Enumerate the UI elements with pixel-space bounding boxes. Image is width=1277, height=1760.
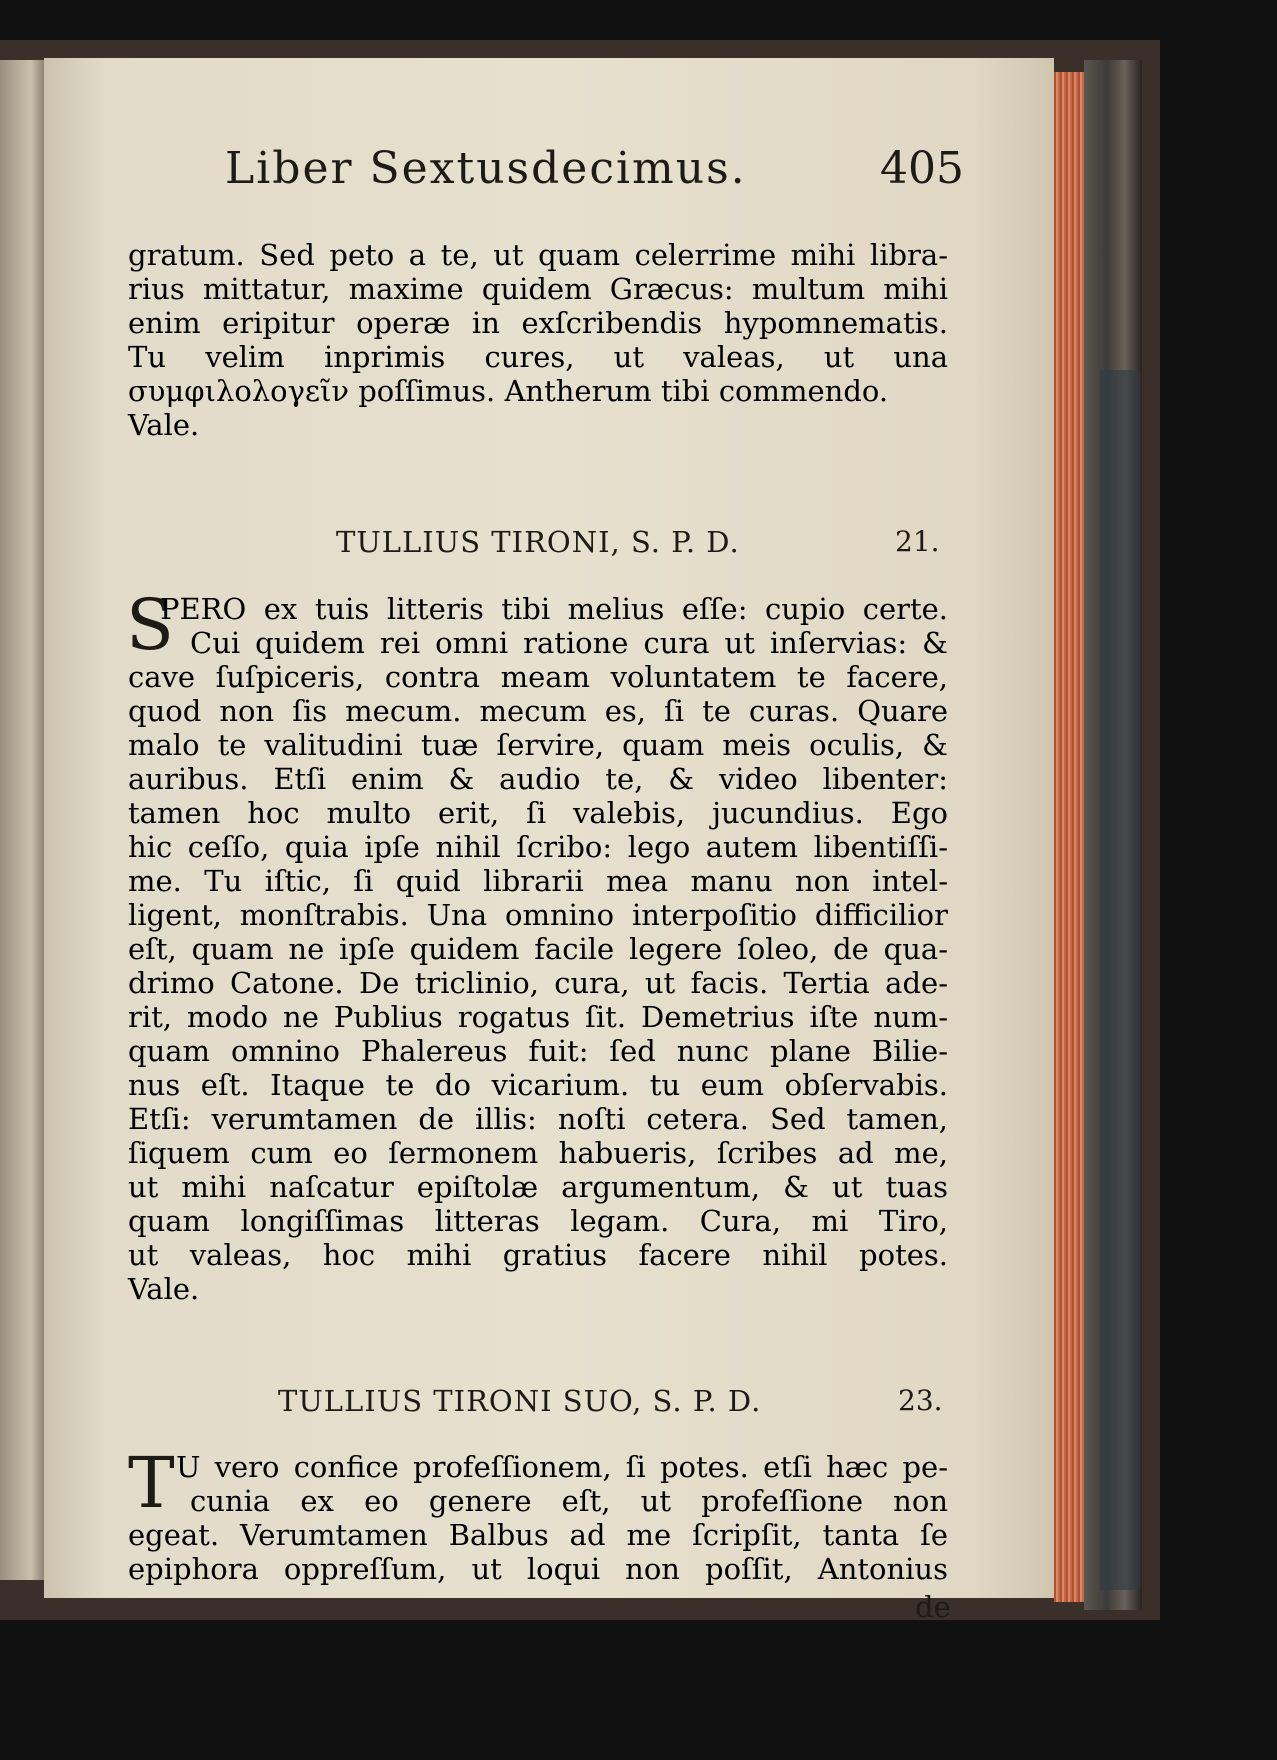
- drop-cap: S: [126, 584, 174, 666]
- page-number: 405: [880, 143, 964, 194]
- text-line: Vale.: [128, 1272, 200, 1306]
- text-line: quod non ſis mecum. mecum es, ſi te curas. Quare: [128, 694, 948, 728]
- text-line: ut mihi naſcatur epiſtolæ argumentum, & ut tuas: [128, 1170, 948, 1204]
- letter-heading: TULLIUS TIRONI, S. P. D.: [336, 525, 740, 559]
- text-line: Tu velim inprimis cures, ut valeas, ut una: [128, 340, 948, 374]
- drop-cap: T: [128, 1442, 175, 1524]
- letter-number: 21.: [895, 525, 940, 558]
- text-line: egeat. Verumtamen Balbus ad me ſcripſit, tanta ſe: [128, 1518, 948, 1552]
- text-line: quam omnino Phalereus fuit: ſed nunc plane Bilie-: [128, 1034, 948, 1068]
- text-line: tamen hoc multo erit, ſi valebis, jucundius. Ego: [128, 796, 948, 830]
- cover-band: [1100, 370, 1140, 1590]
- text-line: rit, modo ne Publius rogatus ſit. Demetrius iſte num-: [128, 1000, 948, 1034]
- running-head: Liber Sextusdecimus.: [225, 143, 747, 194]
- text-line: nus eſt. Itaque te do vicarium. tu eum obſervabis.: [128, 1068, 948, 1102]
- text-line: eſt, quam ne ipſe quidem facile legere ſoleo, de qua-: [128, 932, 948, 966]
- text-line: auribus. Etſi enim & audio te, & video libenter:: [128, 762, 948, 796]
- text-line: ut valeas, hoc mihi gratius facere nihil potes.: [128, 1238, 948, 1272]
- text-line: Cui quidem rei omni ratione cura ut inſervias: &: [190, 626, 948, 660]
- text-line: malo te valitudini tuæ ſervire, quam meis oculis, &: [128, 728, 948, 762]
- text-line: me. Tu iſtic, ſi quid librarii mea manu non intel-: [128, 864, 948, 898]
- red-page-edges: [1054, 72, 1084, 1602]
- text-line: epiphora oppreſſum, ut loqui non poſſit, Antonius: [128, 1552, 948, 1586]
- text-line: rius mittatur, maxime quidem Græcus: multum mihi: [128, 272, 948, 306]
- text-line: enim eripitur operæ in exſcribendis hypomnematis.: [128, 306, 948, 340]
- catchword: de: [915, 1590, 951, 1624]
- text-line: hic ceſſo, quia ipſe nihil ſcribo: lego autem libentiſſi-: [128, 830, 948, 864]
- text-line: Etſi: verumtamen de illis: noſti cetera. Sed tamen,: [128, 1102, 948, 1136]
- text-line: quam longiſſimas litteras legam. Cura, mi Tiro,: [128, 1204, 948, 1238]
- letter-number: 23.: [898, 1384, 943, 1417]
- text-line: συμφιλολογεῖν poſſimus. Antherum tibi commendo.: [128, 374, 889, 408]
- letter-heading: TULLIUS TIRONI SUO, S. P. D.: [278, 1384, 762, 1418]
- text-line: Vale.: [128, 408, 200, 442]
- text-line: PERO ex tuis litteris tibi melius eſſe: cupio certe.: [160, 592, 948, 626]
- text-line: ligent, monſtrabis. Una omnino interpoſitio difficilior: [128, 898, 948, 932]
- text-line: ſiquem cum eo ſermonem habueris, ſcribes ad me,: [128, 1136, 948, 1170]
- text-line: cunia ex eo genere eſt, ut profeſſione non: [190, 1484, 948, 1518]
- left-page-edge: [0, 60, 44, 1580]
- text-line: U vero confice profeſſionem, ſi potes. etſi hæc pe-: [176, 1450, 948, 1484]
- text-line: gratum. Sed peto a te, ut quam celerrime mihi libra-: [128, 238, 948, 272]
- text-line: drimo Catone. De triclinio, cura, ut facis. Tertia ade-: [128, 966, 948, 1000]
- text-line: cave ſuſpiceris, contra meam voluntatem te facere,: [128, 660, 948, 694]
